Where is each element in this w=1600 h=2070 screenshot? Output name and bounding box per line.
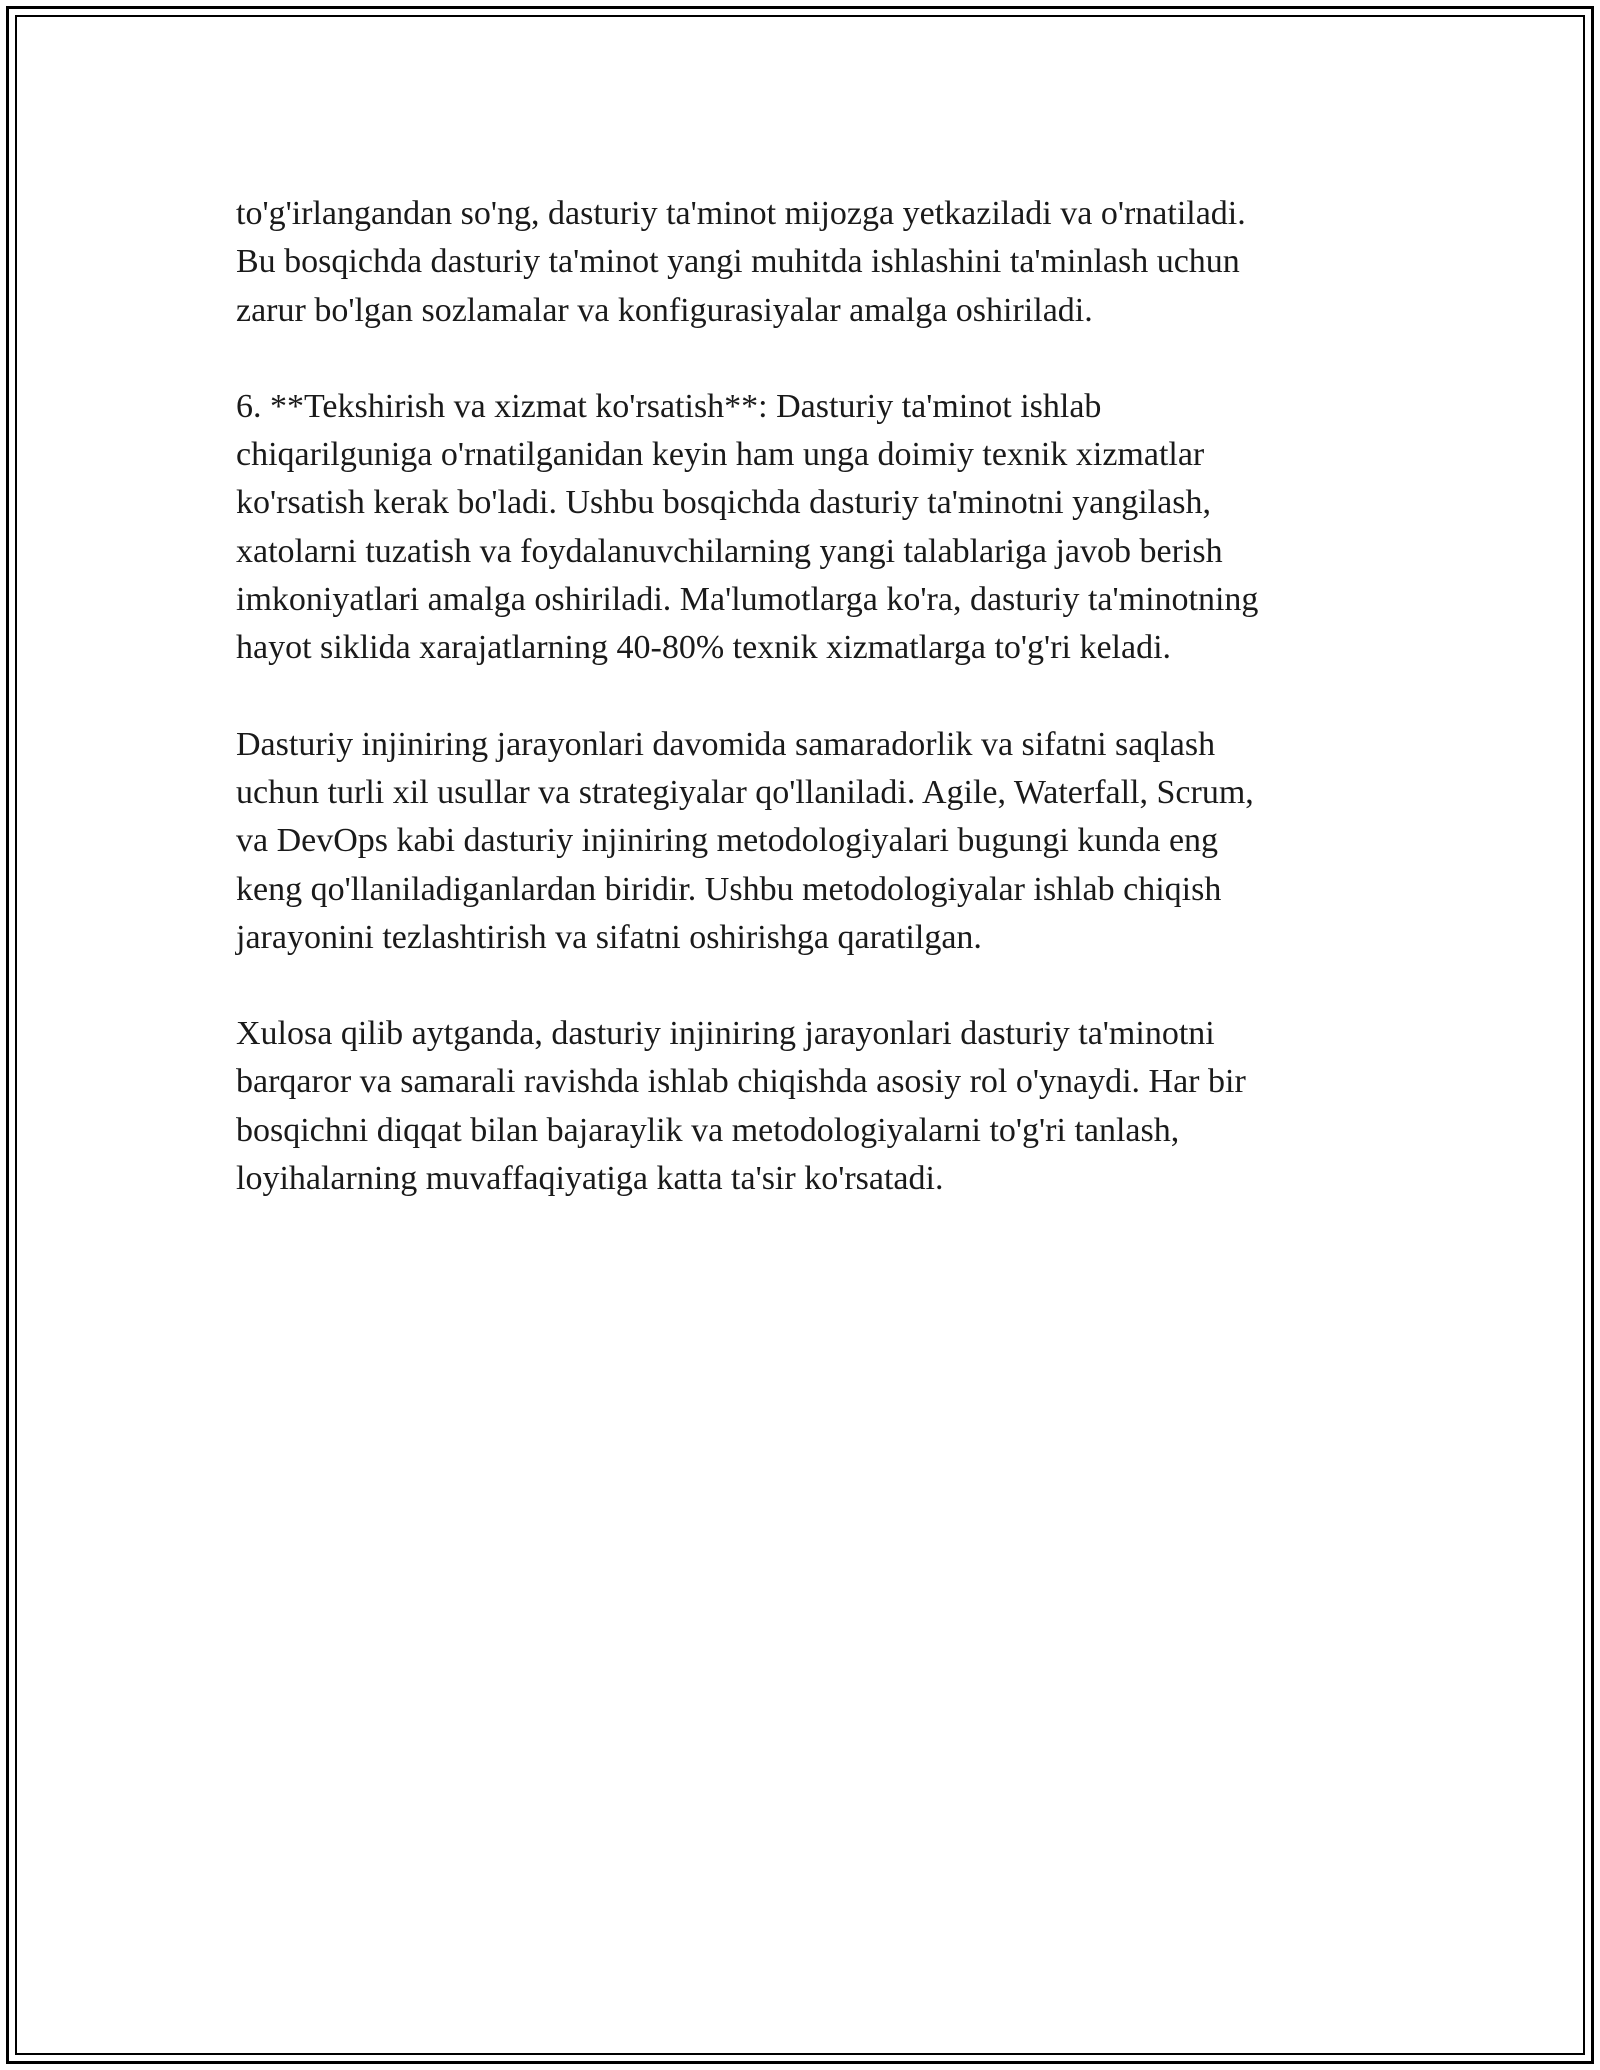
text-line: xatolarni tuzatish va foydalanuvchilarning yangi talablariga javob berish <box>236 532 1223 570</box>
text-line: loyihalarning muvaffaqiyatiga katta ta'sir ko'rsatadi. <box>236 1160 944 1198</box>
text-line: Dasturiy injiniring jarayonlari davomida samaradorlik va sifatni saqlash <box>236 725 1216 763</box>
text-line: hayot siklida xarajatlarning 40-80% texnik xizmatlarga to'g'ri keladi. <box>236 629 1172 667</box>
text-line: keng qo'llaniladiganlardan biridir. Ushbu metodologiyalar ishlab chiqish <box>236 870 1222 908</box>
document-body <box>236 190 1366 1251</box>
text-line: Bu bosqichda dasturiy ta'minot yangi muhitda ishlashini ta'minlash uchun <box>236 243 1240 281</box>
text-line: 6. **Tekshirish va xizmat ko'rsatish**: Dasturiy ta'minot ishlab <box>236 387 1102 425</box>
text-line: to'g'irlangandan so'ng, dasturiy ta'minot mijozga yetkaziladi va o'rnatiladi. <box>236 195 1246 232</box>
text-line: zarur bo'lgan sozlamalar va konfigurasiyalar amalga oshiriladi. <box>236 291 1093 329</box>
text-line: chiqarilguniga o'rnatilganidan keyin ham unga doimiy texnik xizmatlar <box>236 436 1205 474</box>
text-line: barqaror va samarali ravishda ishlab chiqishda asosiy rol o'ynaydi. Har bir <box>236 1063 1246 1101</box>
paragraph-conclusion <box>236 1010 1366 1203</box>
text-line: Xulosa qilib aytganda, dasturiy injiniring jarayonlari dasturiy ta'minotni <box>236 1015 1215 1053</box>
text-line: va DevOps kabi dasturiy injiniring metodologiyalari bugungi kunda eng <box>236 822 1219 860</box>
text-line: ko'rsatish kerak bo'ladi. Ushbu bosqichda dasturiy ta'minotni yangilash, <box>236 484 1211 522</box>
paragraph-deployment <box>236 190 1366 335</box>
text-line: bosqichni diqqat bilan bajaraylik va metodologiyalarni to'g'ri tanlash, <box>236 1111 1180 1149</box>
paragraph-maintenance <box>236 383 1366 673</box>
text-line: jarayonini tezlashtirish va sifatni oshirishga qaratilgan. <box>236 918 982 956</box>
text-line: uchun turli xil usullar va strategiyalar qo'llaniladi. Agile, Waterfall, Scrum, <box>236 773 1254 811</box>
paragraph-methodologies <box>236 721 1366 962</box>
text-line: imkoniyatlari amalga oshiriladi. Ma'lumotlarga ko'ra, dasturiy ta'minotning <box>236 581 1259 619</box>
